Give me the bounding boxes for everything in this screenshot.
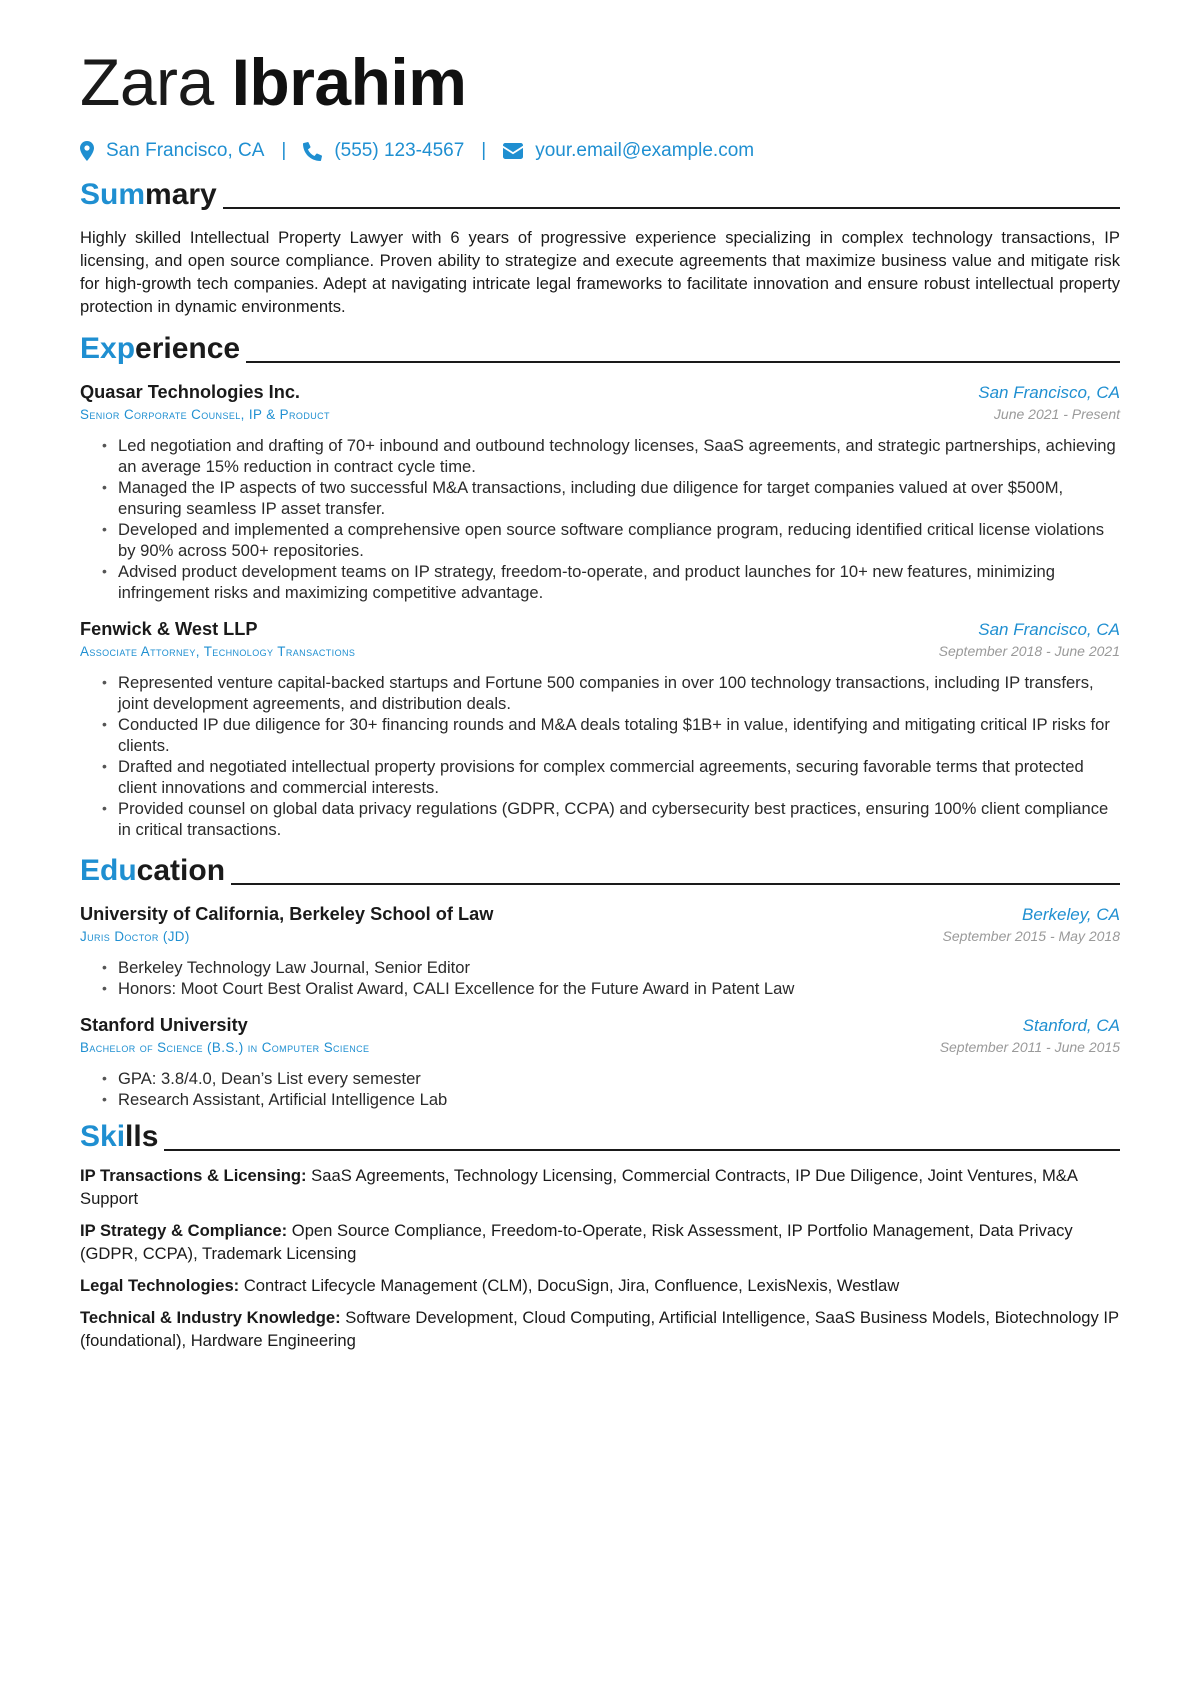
skill-label: Technical & Industry Knowledge: xyxy=(80,1308,341,1327)
experience-entry xyxy=(80,382,1120,603)
entry-dates: September 2018 - June 2021 xyxy=(938,643,1120,659)
bullet-list xyxy=(80,435,1120,603)
skill-text: Contract Lifecycle Management (CLM), DocuSign, Jira, Confluence, LexisNexis, Westlaw xyxy=(243,1276,900,1295)
school-name: Stanford University xyxy=(80,1015,248,1035)
email-text: your.email@example.com xyxy=(535,140,755,161)
title-accent: Sum xyxy=(80,178,146,211)
skill-line xyxy=(80,1219,1120,1265)
section-rule xyxy=(164,1149,1120,1151)
skill-text: Open Source Compliance, Freedom-to-Operate, Risk Assessment, IP Portfolio Management, Data Privacy (GDPR, CCPA), Trademark Licensing xyxy=(80,1221,1073,1263)
title-rest: cation xyxy=(136,854,226,887)
list-item: • Honors: Moot Court Best Oralist Award, CALI Excellence for the Future Award in Patent Law xyxy=(118,978,1120,999)
title-rest: lls xyxy=(125,1120,159,1153)
contact-email[interactable] xyxy=(503,140,754,162)
employer-name: Quasar Technologies Inc. xyxy=(80,382,300,402)
section-title xyxy=(80,178,217,212)
education-entry xyxy=(80,1015,1120,1110)
entry-location: San Francisco, CA xyxy=(978,620,1120,639)
title-rest: mary xyxy=(145,178,217,211)
entry-location: Berkeley, CA xyxy=(1022,905,1120,924)
last-name: Ibrahim xyxy=(231,45,467,119)
entry-dates: June 2021 - Present xyxy=(993,406,1120,422)
entry-location: Stanford, CA xyxy=(1022,1016,1120,1035)
title-accent: Edu xyxy=(80,854,137,887)
list-item: • Research Assistant, Artificial Intelligence Lab xyxy=(118,1089,1120,1110)
list-item: • GPA: 3.8/4.0, Dean’s List every semester xyxy=(118,1068,1120,1089)
list-item: • Developed and implemented a comprehensive open source software compliance program, reducing identified critical license violations by 90% across 500+ repositories. xyxy=(118,519,1120,561)
section-title xyxy=(80,1120,158,1154)
employer-name: Fenwick & West LLP xyxy=(80,619,258,639)
location-text: San Francisco, CA xyxy=(106,140,265,161)
list-item: • Managed the IP aspects of two successful M&A transactions, including due diligence for target companies valued at over $500M, ensuring seamless IP asset transfer. xyxy=(118,477,1120,519)
contact-bar xyxy=(80,140,1120,162)
contact-separator: | xyxy=(281,140,287,161)
experience-heading xyxy=(80,328,1120,366)
list-item: • Conducted IP due diligence for 30+ financing rounds and M&A deals totaling $1B+ in value, identifying and mitigating critical IP risks for clients. xyxy=(118,714,1120,756)
job-title: Senior Corporate Counsel, IP & Product xyxy=(80,407,330,422)
summary-text: Highly skilled Intellectual Property Lawyer with 6 years of progressive experience specializing in complex technology transactions, IP licensing, and open source compliance. Proven ability to strategize and execute agreements that maximize business value and mitigate risk for high-growth tech companies. Adept at navigating intricate legal frameworks to facilitate innovation and ensure robust intellectual property protection in dynamic environments. xyxy=(80,228,1120,316)
list-item: • Provided counsel on global data privacy regulations (GDPR, CCPA) and cybersecurity best practices, ensuring 100% client compliance in critical transactions. xyxy=(118,798,1120,840)
candidate-name xyxy=(80,44,1120,120)
phone-icon xyxy=(303,142,322,161)
skills-heading xyxy=(80,1116,1120,1154)
phone-text: (555) 123-4567 xyxy=(334,140,465,161)
education-heading xyxy=(80,850,1120,888)
bullet-list xyxy=(80,672,1120,840)
skill-line xyxy=(80,1274,1120,1297)
skill-line xyxy=(80,1306,1120,1352)
list-item: • Led negotiation and drafting of 70+ inbound and outbound technology licenses, SaaS agreements, and strategic partnerships, achieving an average 15% reduction in contract cycle time. xyxy=(118,435,1120,477)
skill-label: IP Strategy & Compliance: xyxy=(80,1221,288,1240)
section-rule xyxy=(231,883,1120,885)
skill-text: Software Development, Cloud Computing, Artificial Intelligence, SaaS Business Models, Biotechnology IP (foundational), Hardware Engineering xyxy=(80,1308,1119,1350)
first-name: Zara xyxy=(80,45,214,119)
summary-heading xyxy=(80,174,1120,212)
list-item: • Drafted and negotiated intellectual property provisions for complex commercial agreements, securing favorable terms that protected client innovations and commercial interests. xyxy=(118,756,1120,798)
bullet-list xyxy=(80,957,1120,999)
bullet-list xyxy=(80,1068,1120,1110)
experience-entry xyxy=(80,619,1120,840)
list-item: • Represented venture capital-backed startups and Fortune 500 companies in over 100 technology transactions, including IP transfers, joint development agreements, and distribution deals. xyxy=(118,672,1120,714)
entry-dates: September 2015 - May 2018 xyxy=(942,928,1120,944)
section-rule xyxy=(246,361,1120,363)
degree: Juris Doctor (JD) xyxy=(80,929,190,944)
section-title xyxy=(80,332,240,366)
list-item: • Berkeley Technology Law Journal, Senior Editor xyxy=(118,957,1120,978)
list-item: • Advised product development teams on IP strategy, freedom-to-operate, and product launches for 10+ new features, minimizing infringement risks and maximizing competitive advantage. xyxy=(118,561,1120,603)
envelope-icon xyxy=(503,143,523,159)
skill-text: SaaS Agreements, Technology Licensing, Commercial Contracts, IP Due Diligence, Joint Ventures, M&A Support xyxy=(80,1166,1078,1208)
entry-dates: September 2011 - June 2015 xyxy=(939,1039,1120,1055)
map-pin-icon xyxy=(80,141,94,161)
contact-separator: | xyxy=(481,140,487,161)
title-rest: erience xyxy=(135,332,241,365)
education-entry xyxy=(80,904,1120,999)
skill-line xyxy=(80,1164,1120,1210)
school-name: University of California, Berkeley School of Law xyxy=(80,904,494,924)
contact-phone[interactable] xyxy=(303,140,464,162)
degree: Bachelor of Science (B.S.) in Computer Science xyxy=(80,1040,370,1055)
skills-list xyxy=(80,1164,1120,1352)
title-accent: Exp xyxy=(80,332,136,365)
title-accent: Ski xyxy=(80,1120,126,1153)
skill-label: Legal Technologies: xyxy=(80,1276,240,1295)
resume-page xyxy=(80,44,1120,1352)
contact-location xyxy=(80,140,264,162)
skill-label: IP Transactions & Licensing: xyxy=(80,1166,307,1185)
job-title: Associate Attorney, Technology Transactions xyxy=(80,644,356,659)
entry-location: San Francisco, CA xyxy=(978,383,1120,402)
section-rule xyxy=(223,207,1120,209)
section-title xyxy=(80,854,225,888)
